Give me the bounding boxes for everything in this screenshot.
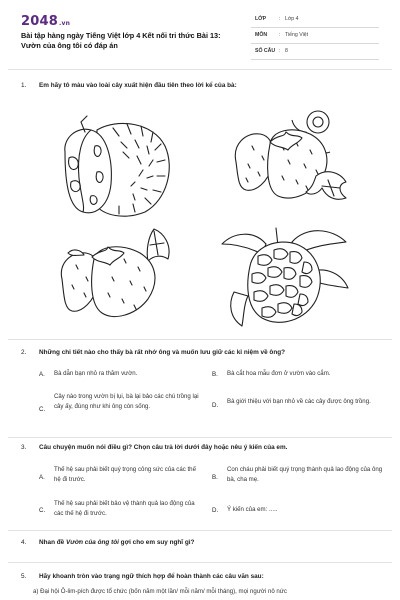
meta-colon: : — [279, 48, 281, 54]
strawberry-drawing-1 — [222, 106, 357, 216]
question-3-option-a-text[interactable]: Thế hệ sau phải biết quý trọng công sức của các thế hệ đi trước. — [54, 466, 196, 483]
question-2-option-b-text[interactable]: Bà cắt hoa mẫu đơn ở vườn vào cắm. — [227, 370, 331, 377]
question-3-option-c-text[interactable]: Thế hệ sau phải biết bảo vệ thành quả lao động của các thế hệ đi trước. — [54, 500, 195, 517]
meta-row-count — [251, 44, 379, 60]
jackfruit-picture[interactable] — [55, 112, 175, 227]
question-3-option-d-letter[interactable]: D. — [212, 507, 219, 514]
meta-key: MÔN — [255, 32, 268, 38]
strawberry-picture-1[interactable] — [222, 106, 357, 221]
divider — [8, 562, 392, 563]
question-4-number: 4. — [21, 539, 27, 546]
meta-value: Lớp 4 — [285, 16, 299, 22]
question-5-text: Hãy khoanh tròn vào trạng ngữ thích hợp để hoàn thành các câu văn sau: — [39, 573, 264, 580]
meta-key: SỐ CÂU — [255, 48, 276, 54]
question-2-option-b-letter[interactable]: B. — [212, 371, 218, 378]
meta-row-class — [251, 12, 379, 28]
meta-value: Tiếng Việt — [285, 32, 309, 38]
jackfruit-drawing — [55, 112, 175, 222]
divider — [8, 69, 392, 70]
question-4-text — [39, 539, 194, 546]
question-2-option-a-text[interactable]: Bà dẫn bạn nhỏ ra thăm vườn. — [54, 370, 138, 377]
logo-text: 2048 — [21, 14, 58, 29]
question-2-option-c-text[interactable]: Cây nào trong vườn bị lụi, bà lại bảo các chú trồng lại cây ấy, đúng như khi ông còn sống. — [54, 393, 199, 410]
divider — [8, 339, 392, 340]
question-4-text-italic: Vườn của ông tôi — [66, 539, 119, 546]
question-1-text: Em hãy tô màu vào loài cây xuất hiện đầu tiên theo lời kể của bà: — [39, 82, 237, 89]
site-logo[interactable] — [21, 14, 70, 29]
question-2-option-d-letter[interactable]: D. — [212, 402, 219, 409]
meta-colon: : — [279, 32, 281, 38]
question-2-text: Những chi tiết nào cho thấy bà rất nhớ ông và muốn lưu giữ các kỉ niệm về ông? — [39, 349, 286, 356]
divider — [8, 437, 392, 438]
meta-colon: : — [279, 16, 281, 22]
question-5-number: 5. — [21, 573, 27, 580]
question-4-text-before: Nhan đề — [39, 539, 66, 546]
question-2-option-c-letter[interactable]: C. — [39, 406, 46, 413]
worksheet-meta — [251, 12, 379, 60]
question-3-text: Câu chuyện muốn nói điều gì? Chọn câu trả lời dưới đây hoặc nêu ý kiến của em. — [39, 444, 288, 451]
question-3-option-a-letter[interactable]: A. — [39, 474, 45, 481]
divider — [8, 530, 392, 531]
question-2-number: 2. — [21, 349, 27, 356]
custard-apple-drawing — [214, 222, 354, 330]
question-4-text-after: gợi cho em suy nghĩ gì? — [118, 539, 195, 546]
strawberry-drawing-2 — [50, 225, 185, 330]
logo-tld: .vn — [58, 20, 71, 27]
question-3-option-c-letter[interactable]: C. — [39, 507, 46, 514]
question-5-sub-item: a) Đại hội Ô-lim-pích được tổ chức (bốn năm một lần/ mỗi năm/ mỗi tháng), mọi người nô nức — [33, 588, 287, 595]
question-3-option-b-letter[interactable]: B. — [212, 474, 218, 481]
question-2-option-a-letter[interactable]: A. — [39, 371, 45, 378]
strawberry-picture-2[interactable] — [50, 225, 185, 335]
meta-row-subject — [251, 28, 379, 44]
question-3-option-d-text[interactable]: Ý kiến của em: ..... — [227, 506, 278, 513]
worksheet-header — [0, 0, 400, 66]
page-title: Bài tập hàng ngày Tiếng Việt lớp 4 Kết nối tri thức Bài 13: Vườn của ông tôi có đáp án — [21, 31, 221, 50]
custard-apple-picture[interactable] — [214, 222, 354, 335]
question-2-option-d-text[interactable]: Bà giới thiệu với bạn nhỏ về các cây được ông trồng. — [227, 398, 371, 405]
meta-value: 8 — [285, 48, 288, 54]
question-3-number: 3. — [21, 444, 27, 451]
question-1-number: 1. — [21, 82, 27, 89]
question-3-option-b-text[interactable]: Con cháu phải biết quý trọng thành quả lao động của ông bà, cha mẹ. — [227, 466, 383, 483]
meta-key: LỚP — [255, 16, 267, 22]
